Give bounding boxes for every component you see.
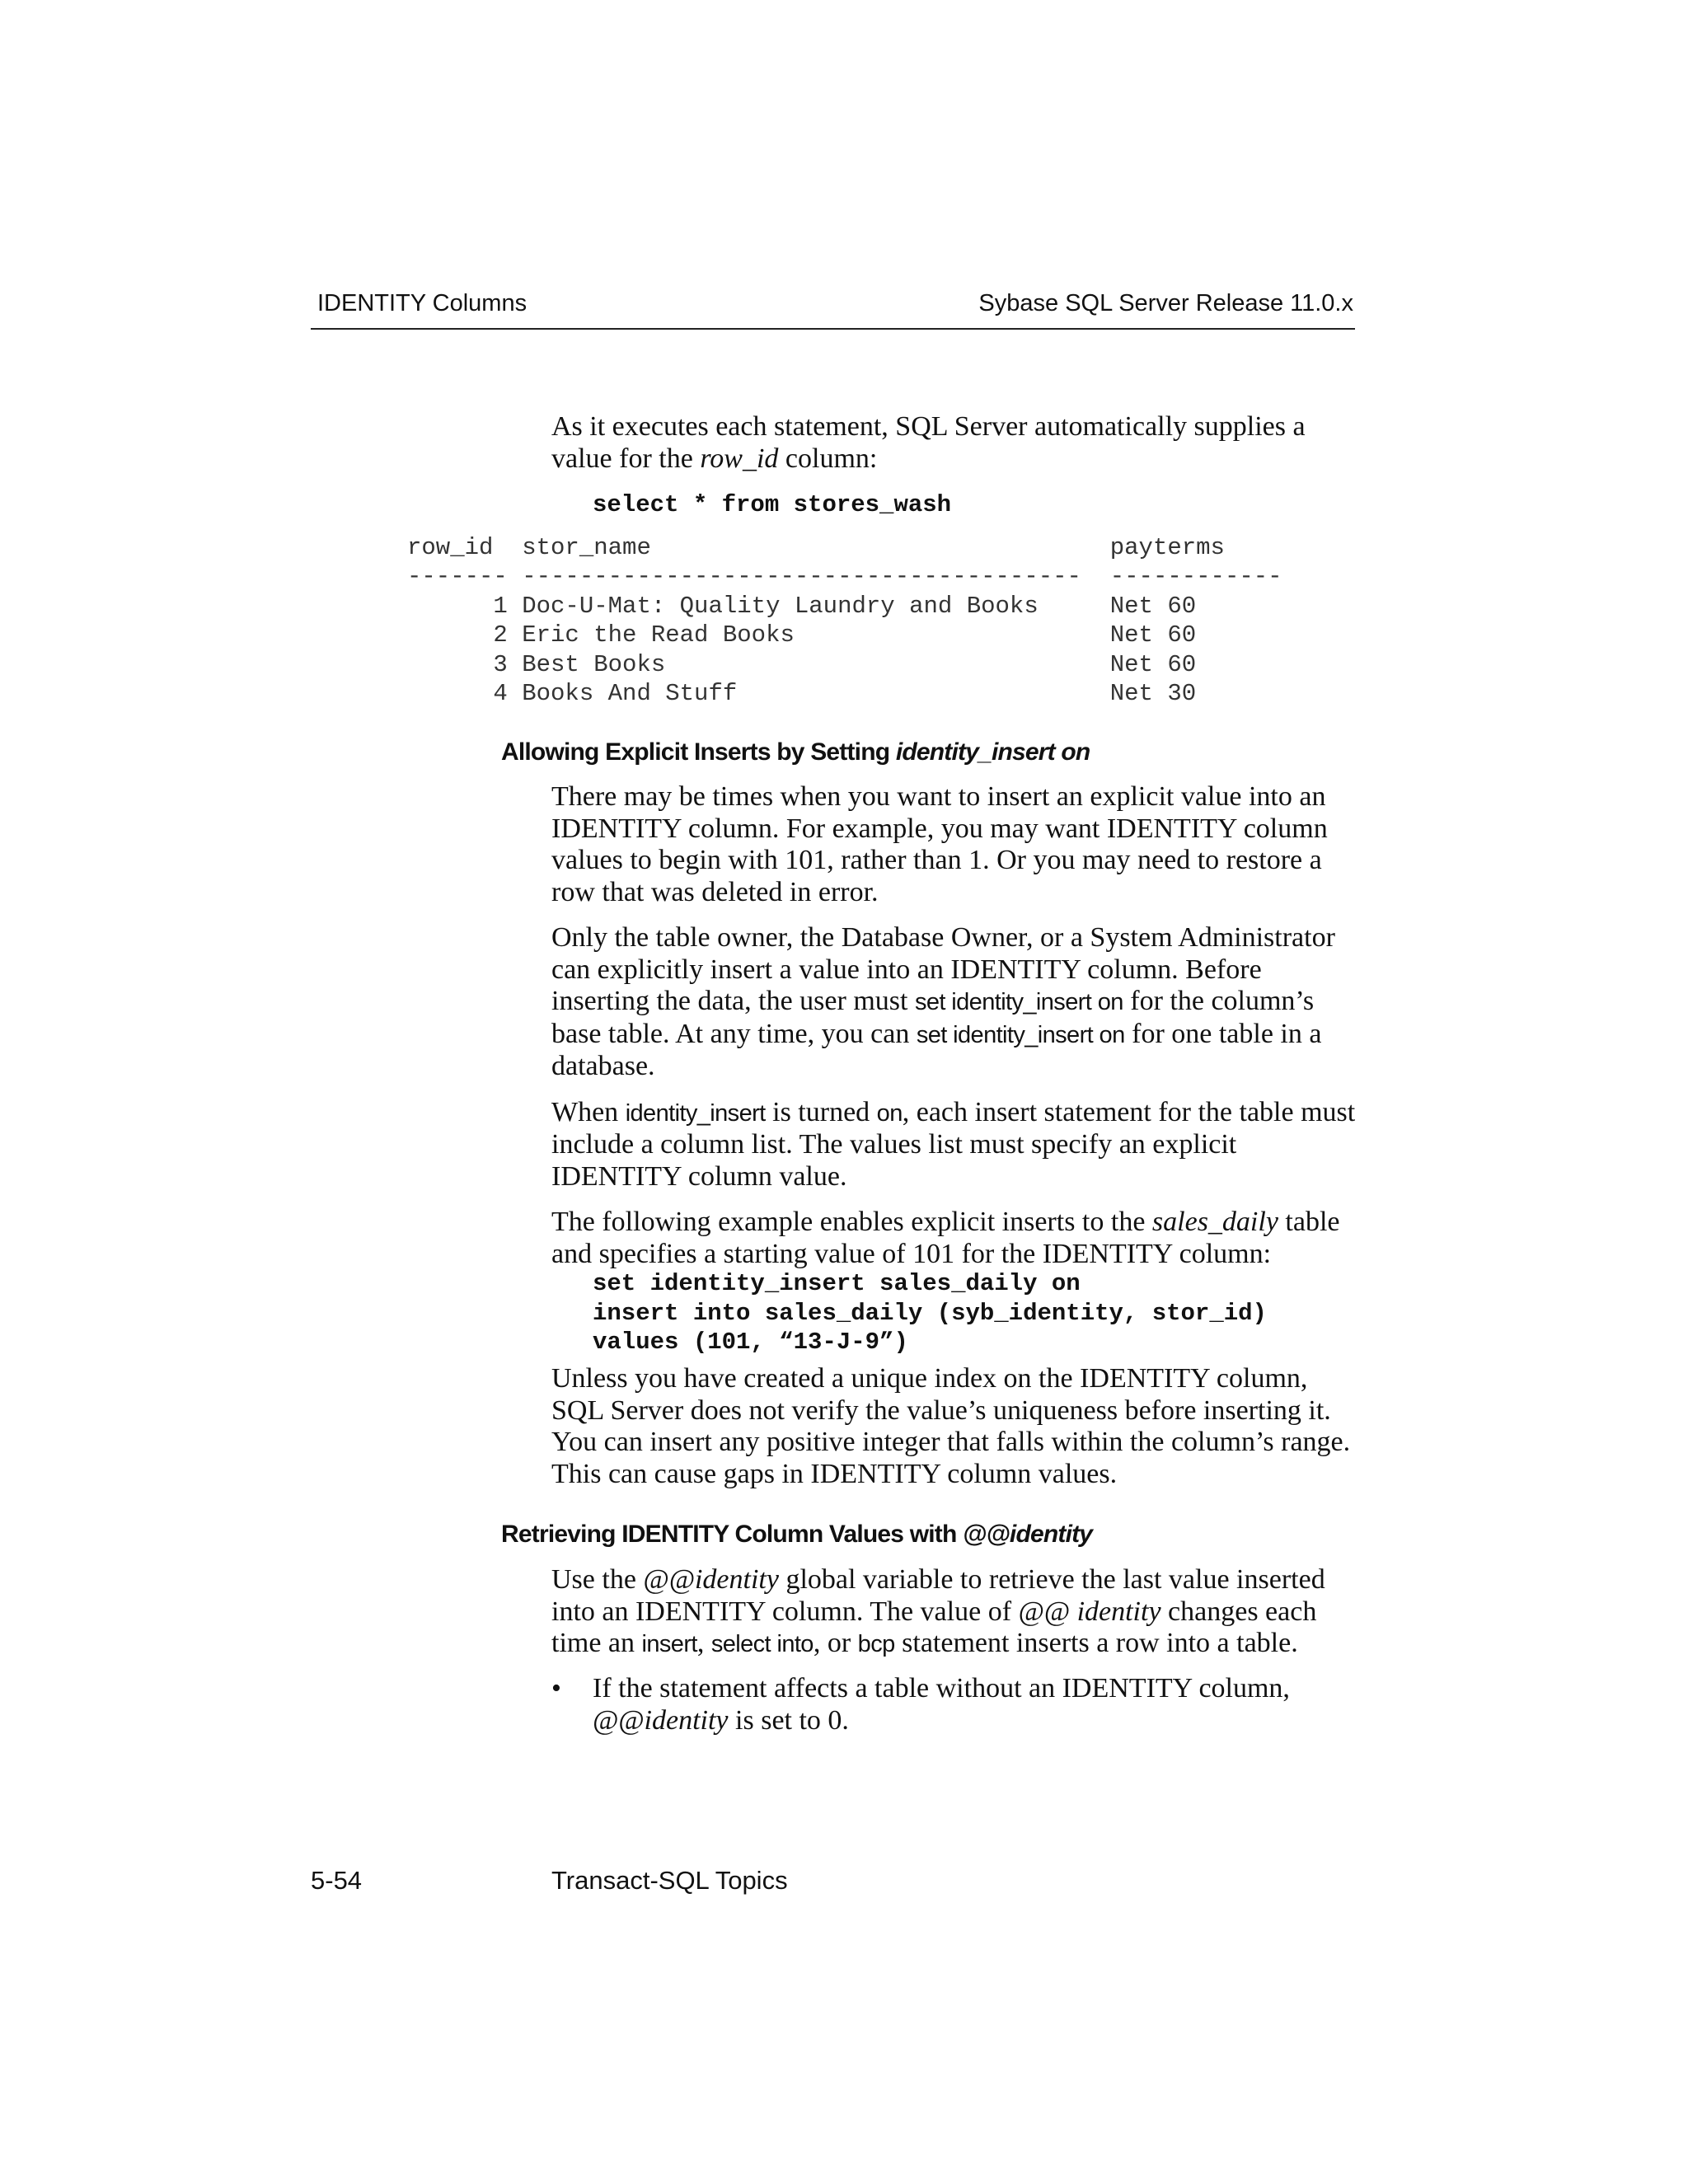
text-run: , or — [813, 1628, 858, 1658]
bullet-item — [551, 1673, 1359, 1736]
text-run: , each insert statement for the table must include a column list. The values list must specify an explicit IDENTITY column value. — [551, 1096, 1356, 1192]
text-run: table and specifies a starting value of 101 for the IDENTITY column: — [551, 1207, 1340, 1269]
text-run: for one table in a database. — [551, 1018, 1322, 1081]
bullet-icon: • — [551, 1673, 561, 1704]
code-line: insert into sales_daily (syb_identity, stor_id) — [593, 1299, 1267, 1327]
text-run: is set to 0. — [728, 1704, 849, 1736]
section1-body — [551, 781, 1359, 1270]
command-text: bcp — [857, 1631, 895, 1657]
result-separator: ------- --------------------------------------- ------------ — [407, 563, 1282, 591]
page-number: 5-54 — [311, 1866, 363, 1895]
paragraph: There may be times when you want to insert an explicit value into an IDENTITY column. For example, you may want IDENTITY column values to begin with 101, rather than 1. Or you may need to restore a row that was deleted in error. — [551, 781, 1328, 907]
result-row: 2 Eric the Read Books Net 60 — [407, 621, 1197, 649]
bullet-text — [593, 1673, 1359, 1736]
select-code-block: select * from stores_wash — [593, 491, 952, 518]
heading-text: Allowing Explicit Inserts by Setting — [501, 738, 896, 766]
text-run: global variable to retrieve the last value inserted into an IDENTITY column. The value of — [551, 1564, 1325, 1627]
running-header-product: Sybase SQL Server Release 11.0.x — [978, 290, 1353, 316]
command-text: set identity_insert on — [916, 1021, 1125, 1048]
global-variable: @@ identity — [1018, 1596, 1161, 1627]
command-text: on — [876, 1099, 903, 1127]
table-name: sales_daily — [1151, 1207, 1278, 1237]
text-run: for the column’s base table. At any time, you can — [551, 986, 1315, 1049]
global-variable: @@identity — [643, 1564, 779, 1595]
command-text: set identity_insert on — [914, 989, 1123, 1015]
text-run: Use the — [551, 1564, 644, 1595]
running-header-chapter: IDENTITY Columns — [317, 290, 528, 316]
paragraph — [551, 1564, 1359, 1661]
text-run: When — [551, 1096, 626, 1127]
paragraph — [551, 922, 1359, 1083]
paragraph — [551, 1207, 1359, 1270]
section-heading-explicit-inserts — [501, 738, 1090, 766]
code-line: values (101, “13-J-9”) — [593, 1329, 908, 1356]
text-run: If the statement affects a table without an IDENTITY column, — [593, 1673, 1290, 1704]
query-result-table — [407, 533, 1282, 708]
command-text: insert — [641, 1631, 697, 1657]
intro-text-end: column: — [778, 443, 878, 474]
intro-paragraph — [551, 411, 1359, 475]
footer-chapter-title: Transact-SQL Topics — [551, 1866, 788, 1895]
heading-italic: @@identity — [963, 1521, 1093, 1548]
heading-italic: identity_insert on — [895, 738, 1090, 766]
text-run: , — [696, 1628, 711, 1658]
heading-text: Retrieving IDENTITY Column Values with — [501, 1521, 964, 1548]
global-variable: @@identity — [593, 1704, 729, 1736]
text-run: The following example enables explicit inserts to the — [551, 1207, 1152, 1237]
section2-body — [551, 1564, 1359, 1661]
result-row: 4 Books And Stuff Net 30 — [407, 680, 1197, 708]
text-run: changes each time an — [551, 1596, 1317, 1658]
result-header-row: row_id stor_name payterms — [407, 534, 1225, 561]
header-rule — [311, 328, 1355, 330]
code-line: set identity_insert sales_daily on — [593, 1270, 1081, 1297]
section-heading-retrieving-identity — [501, 1521, 1092, 1549]
uniqueness-paragraph — [551, 1363, 1359, 1490]
result-row: 3 Best Books Net 60 — [407, 650, 1197, 678]
text-run: is turned — [765, 1096, 877, 1127]
command-text: select into — [710, 1631, 814, 1657]
insert-code-block — [593, 1269, 1267, 1357]
text-run: statement inserts a row into a table. — [894, 1628, 1298, 1658]
result-row: 1 Doc-U-Mat: Quality Laundry and Books Net 60 — [407, 592, 1197, 620]
paragraph — [551, 1097, 1359, 1193]
intro-column-name: row_id — [700, 443, 779, 474]
paragraph: Unless you have created a unique index on the IDENTITY column, SQL Server does not verify the value’s uniqueness before inserting it. You can insert any positive integer that falls within the column’s range. This can cause gaps in IDENTITY column values. — [551, 1363, 1351, 1489]
command-text: identity_insert — [625, 1099, 766, 1127]
intro-text: As it executes each statement, SQL Server automatically supplies a value for the — [551, 411, 1306, 474]
text-run: Only the table owner, the Database Owner, or a System Administrator can explicitly insert a value into an IDENTITY column. Before inserting the data, the user must — [551, 922, 1335, 1016]
